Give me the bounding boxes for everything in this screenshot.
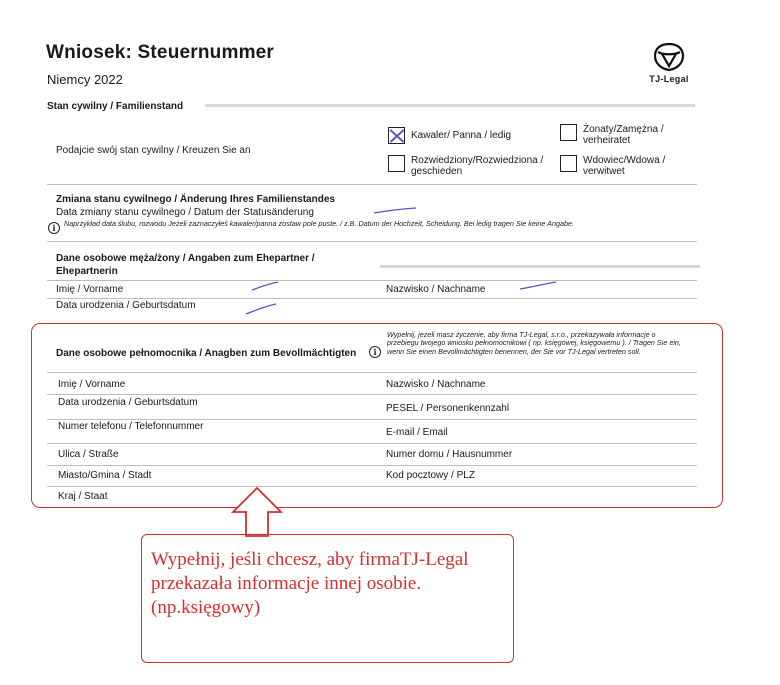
info-icon: i bbox=[369, 346, 381, 358]
spouse-first-name-label: Imię / Vorname bbox=[56, 284, 124, 295]
up-arrow-icon bbox=[229, 486, 285, 538]
checkbox-single[interactable] bbox=[388, 127, 405, 144]
proxy-postcode-label: Kod pocztowy / PLZ bbox=[386, 470, 475, 481]
status-change-note: Naprzykład data ślubu, rozwodu Jeżeli zaznaczyłeś kawaler/panna zostaw pole puste. / z.B. Datum der Hochzeit, Scheidung. Bei ledig tragen Sie keine Angabe. bbox=[64, 219, 574, 228]
spouse-heading: Dane osobowe męża/żony / Angaben zum Ehepartner / Ehepartnerin bbox=[56, 253, 315, 277]
logo bbox=[644, 42, 694, 84]
divider bbox=[47, 394, 697, 395]
page-subtitle: Niemcy 2022 bbox=[47, 72, 123, 87]
proxy-pesel-label: PESEL / Personenkennzahl bbox=[386, 403, 510, 414]
checkbox-divorced[interactable] bbox=[388, 155, 405, 172]
proxy-city-label: Miasto/Gmina / Stadt bbox=[58, 470, 152, 481]
option-divorced-label: Rozwiedziony/Rozwiedziona / geschieden bbox=[411, 155, 544, 177]
page-title: Wniosek: Steuernummer bbox=[46, 42, 275, 63]
pen-scribble-icon bbox=[244, 302, 278, 316]
proxy-info-note: Wypełnij, jeżeli masz życzenie, aby firma TJ-Legal, s.r.o., przekazywała informacje o przebiegu twojego wniosku pełnomocnikowi ( np. księgowej, księgowemu ). / Tragen Sie ein, wenn Sie einen Bevollmächtigten benennen, der Sie vor TJ-Legal vertreten soll. bbox=[387, 330, 681, 356]
checkbox-married[interactable] bbox=[560, 124, 577, 141]
divider bbox=[47, 184, 697, 185]
divider bbox=[205, 104, 695, 107]
option-widowed-label: Wdowiec/Wdowa / verwitwet bbox=[583, 155, 666, 177]
proxy-country-label: Kraj / Staat bbox=[58, 491, 108, 502]
divider bbox=[47, 372, 697, 373]
divider bbox=[47, 419, 697, 420]
divider bbox=[47, 443, 697, 444]
status-change-heading: Zmiana stanu cywilnego / Änderung Ihres Familienstandes bbox=[56, 194, 335, 205]
divider bbox=[47, 241, 697, 242]
pen-scribble-icon bbox=[250, 280, 280, 292]
proxy-heading: Dane osobowe pełnomocnika / Anagben zum Bevollmächtigten bbox=[56, 348, 357, 359]
proxy-house-number-label: Numer domu / Hausnummer bbox=[386, 449, 513, 460]
divider bbox=[47, 465, 697, 466]
proxy-phone-label: Numer telefonu / Telefonnummer bbox=[58, 421, 204, 432]
proxy-first-name-label: Imię / Vorname bbox=[58, 379, 126, 390]
spouse-birth-date-label: Data urodzenia / Geburtsdatum bbox=[56, 300, 196, 311]
spouse-last-name-label: Nazwisko / Nachname bbox=[386, 284, 486, 295]
logo-text: TJ-Legal bbox=[649, 74, 689, 84]
status-change-date-label: Data zmiany stanu cywilnego / Datum der Statusänderung bbox=[56, 207, 314, 218]
pen-scribble-icon bbox=[372, 206, 418, 216]
proxy-last-name-label: Nazwisko / Nachname bbox=[386, 379, 486, 390]
pen-scribble-icon bbox=[518, 280, 558, 292]
proxy-birth-date-label: Data urodzenia / Geburtsdatum bbox=[58, 397, 198, 408]
checkbox-widowed[interactable] bbox=[560, 155, 577, 172]
tj-legal-logo-icon bbox=[652, 42, 686, 72]
divider bbox=[47, 280, 697, 281]
info-icon: i bbox=[48, 222, 60, 234]
proxy-street-label: Ulica / Straße bbox=[58, 449, 119, 460]
callout-text: Wypełnij, jeśli chcesz, aby firmaTJ-Legal przekazała informacje innej osobie. (np.księgowy) bbox=[151, 549, 469, 618]
marital-heading: Stan cywilny / Familienstand bbox=[47, 101, 184, 112]
divider bbox=[47, 486, 697, 487]
divider bbox=[47, 298, 697, 299]
proxy-email-label: E-mail / Email bbox=[386, 427, 448, 438]
option-married-label: Żonaty/Zamężna / verheiratet bbox=[583, 124, 664, 146]
option-single-label: Kawaler/ Panna / ledig bbox=[411, 130, 512, 141]
marital-prompt: Podajcie swój stan cywilny / Kreuzen Sie an bbox=[56, 145, 251, 156]
divider bbox=[380, 265, 700, 268]
